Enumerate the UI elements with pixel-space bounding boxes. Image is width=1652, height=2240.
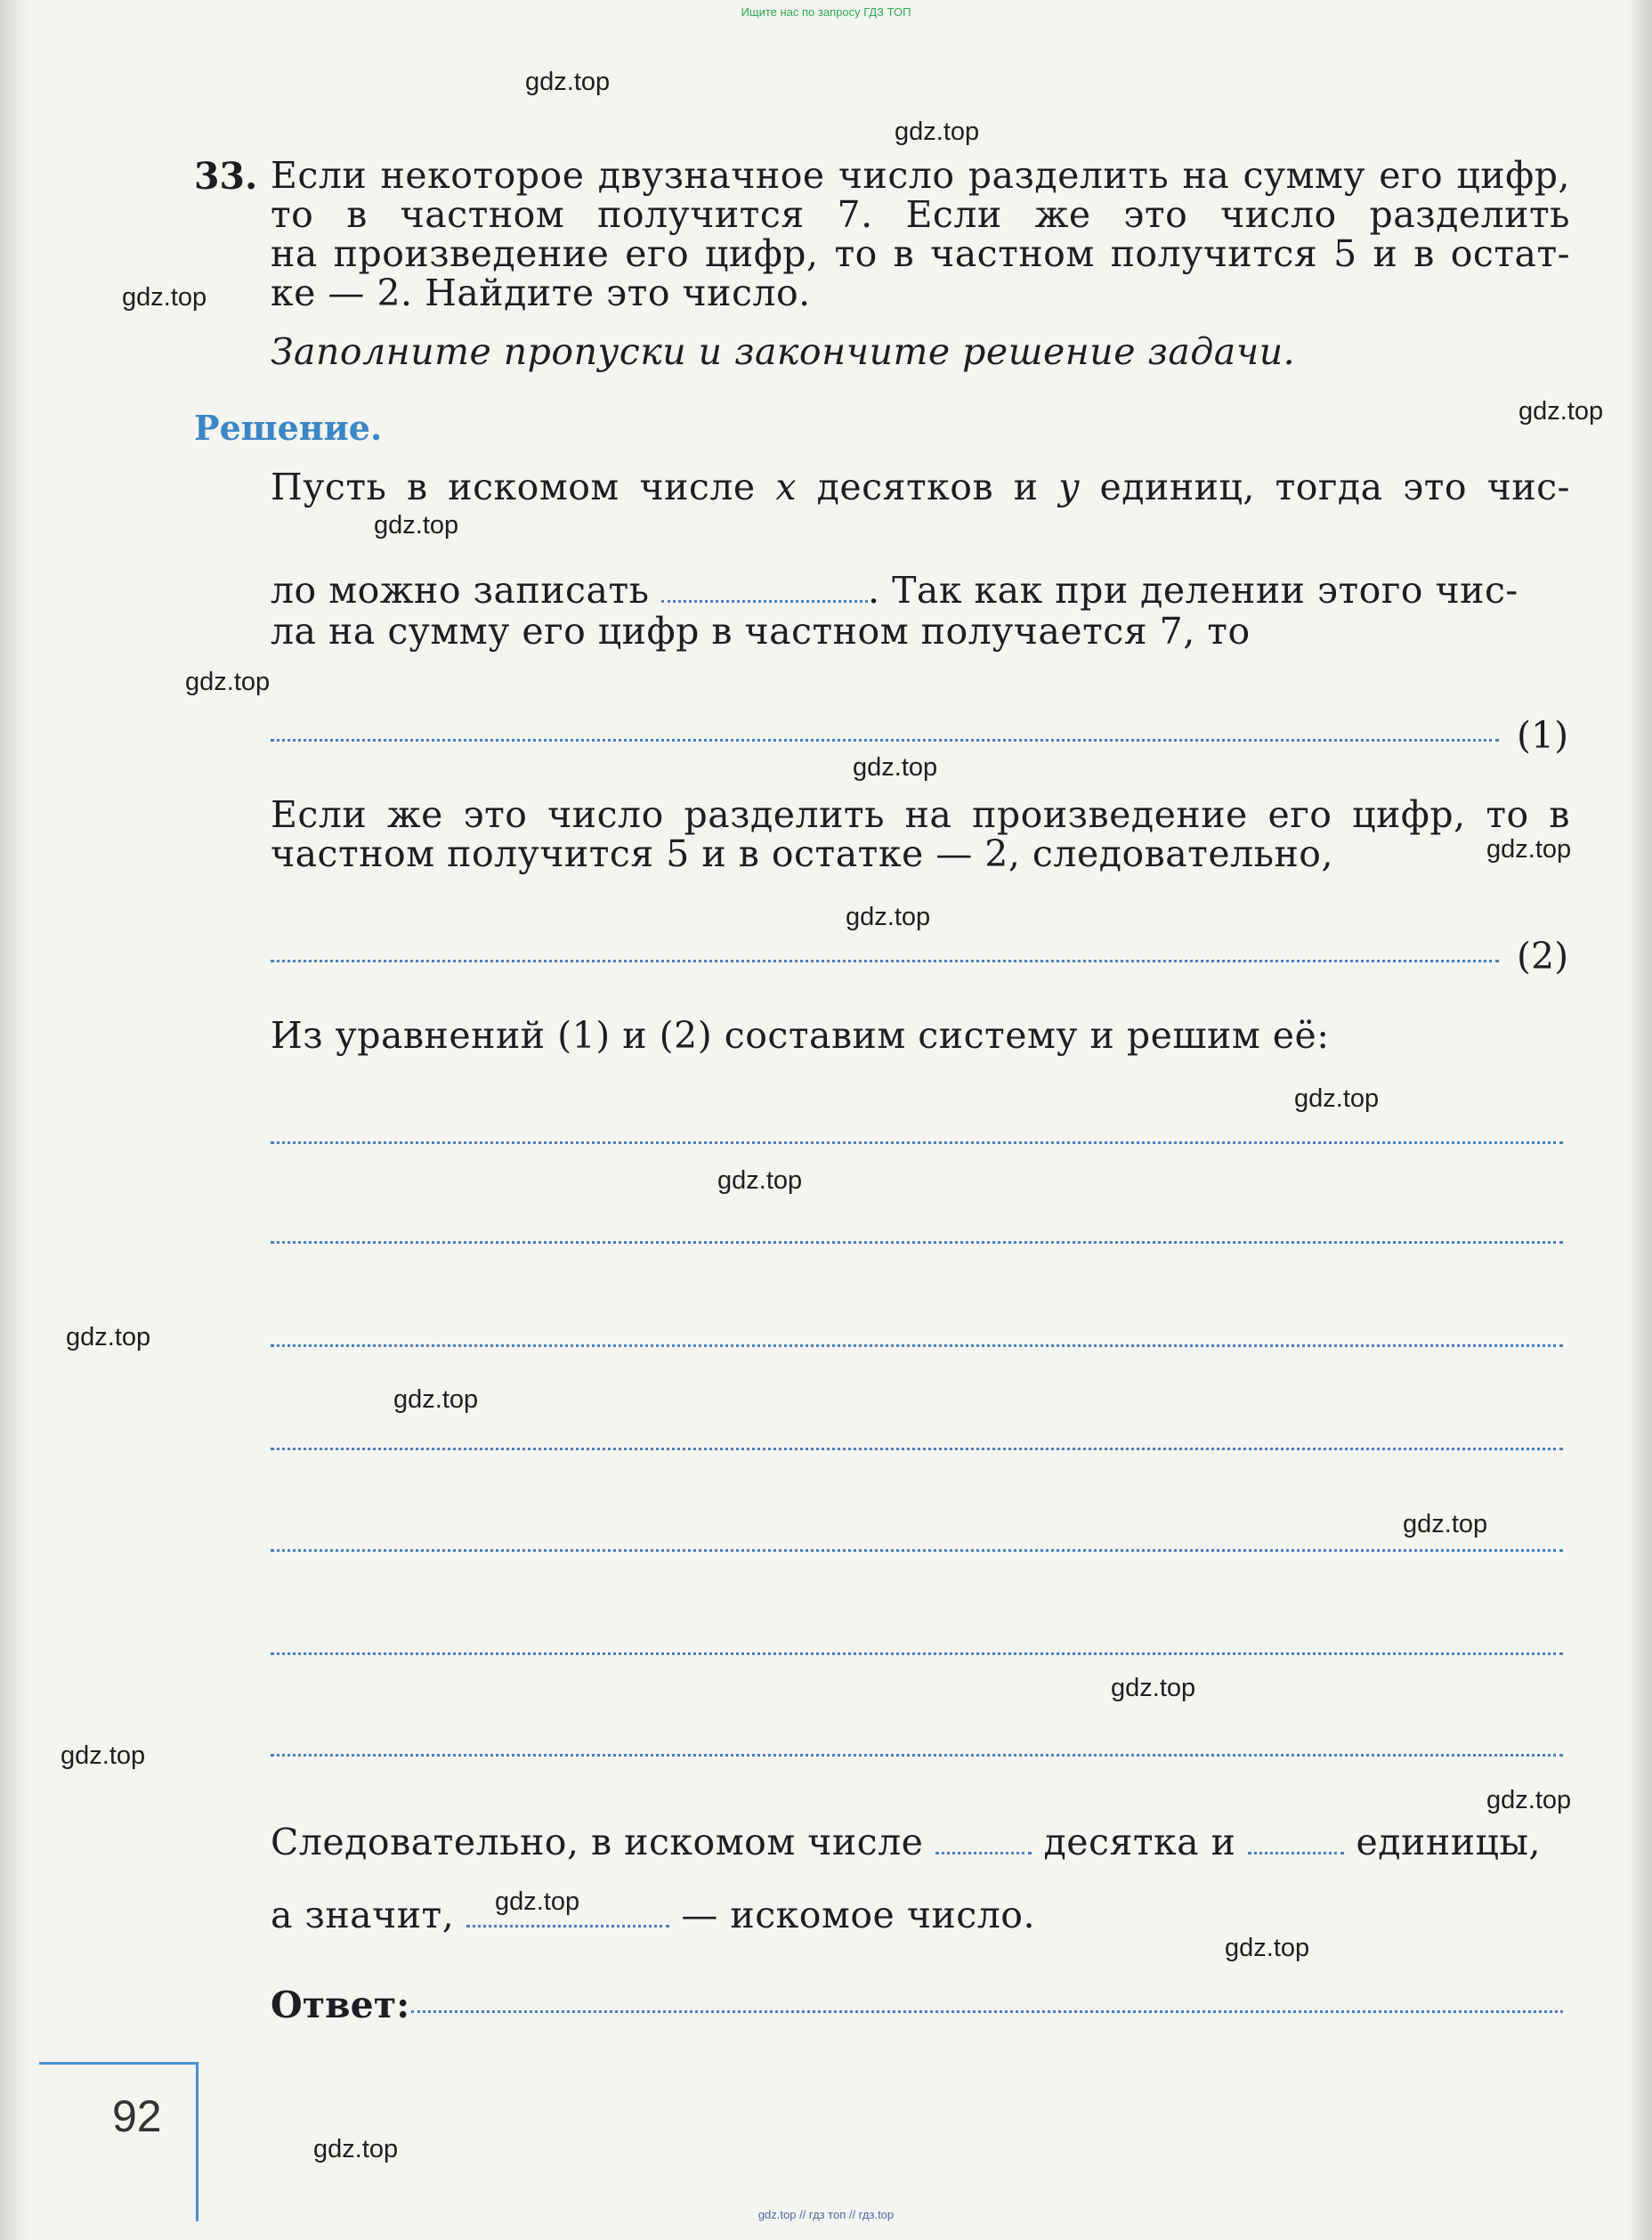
watermark: gdz.top: [1403, 1510, 1488, 1538]
problem-number: 33.: [194, 155, 258, 198]
solution-paragraph-4: Если же это число разделить на произведение его цифр, то в: [271, 793, 1570, 836]
answer-line[interactable]: [271, 1241, 1563, 1244]
equation-2-label: (2): [1517, 935, 1569, 978]
watermark: gdz.top: [1486, 835, 1572, 864]
solution-heading: Решение.: [194, 408, 383, 448]
variable-y: y: [1058, 466, 1080, 508]
problem-line: Если некоторое двузначное число разделить на сумму его цифр,: [271, 154, 1570, 197]
solution-paragraph-3: ла на сумму его цифр в частном получается 7, то: [271, 610, 1251, 653]
watermark: gdz.top: [374, 511, 459, 540]
watermark: gdz.top: [495, 1887, 580, 1916]
watermark: gdz.top: [313, 2135, 399, 2163]
variable-x: x: [775, 466, 797, 508]
problem-line: на произведение его цифр, то в частном получится 5 и в остат-: [271, 232, 1570, 275]
answer-line-equation-1[interactable]: [271, 739, 1499, 742]
answer-line-equation-2[interactable]: [271, 960, 1499, 962]
watermark: gdz.top: [853, 753, 938, 782]
watermark: gdz.top: [1294, 1084, 1380, 1113]
solution-paragraph-5: частном получится 5 и в остатке — 2, следовательно,: [271, 832, 1334, 875]
conclusion-line-2: а значит, — искомое число.: [271, 1894, 1035, 1936]
answer-input-line[interactable]: [411, 2010, 1563, 2013]
answer-line[interactable]: [271, 1344, 1563, 1347]
solution-paragraph-6: Из уравнений (1) и (2) составим систему и решим её:: [271, 1014, 1330, 1057]
answer-label: Ответ:: [271, 1984, 410, 2026]
answer-line[interactable]: [271, 1448, 1563, 1450]
equation-1-label: (1): [1517, 714, 1569, 757]
conclusion-line-1: Следовательно, в искомом числе десятка и единицы,: [271, 1821, 1542, 1863]
answer-line[interactable]: [271, 1652, 1563, 1655]
solution-paragraph-2: ло можно записать . Так как при делении этого чис-: [271, 569, 1518, 612]
watermark: gdz.top: [66, 1323, 151, 1351]
answer-line[interactable]: [271, 1141, 1563, 1144]
blank-tens[interactable]: [935, 1825, 1032, 1854]
bottom-banner[interactable]: gdz.top // гдз топ // гдз.top: [757, 2208, 895, 2221]
answer-line[interactable]: [271, 1754, 1563, 1757]
watermark: gdz.top: [61, 1741, 146, 1770]
watermark: gdz.top: [393, 1385, 479, 1414]
watermark: gdz.top: [895, 118, 980, 146]
watermark: gdz.top: [122, 283, 207, 312]
watermark: gdz.top: [525, 68, 611, 96]
watermark: gdz.top: [185, 668, 271, 696]
page-shadow-right: [1627, 0, 1652, 2240]
problem-line: то в частном получится 7. Если же это число разделить: [271, 193, 1570, 236]
watermark: gdz.top: [1111, 1674, 1196, 1702]
blank-number-expression[interactable]: [661, 573, 868, 603]
watermark: gdz.top: [717, 1166, 803, 1195]
watermark: gdz.top: [1518, 397, 1604, 426]
page-number: 92: [112, 2091, 162, 2141]
answer-line[interactable]: [271, 1549, 1563, 1552]
page-shadow-left: [0, 0, 30, 2240]
problem-instruction: Заполните пропуски и закончите решение задачи.: [271, 330, 1296, 373]
watermark: gdz.top: [1486, 1786, 1572, 1814]
solution-paragraph-1: Пусть в искомом числе x десятков и y единиц, тогда это чис-: [271, 466, 1570, 508]
blank-number[interactable]: [466, 1898, 669, 1928]
blank-units[interactable]: [1248, 1825, 1344, 1854]
problem-line: ке — 2. Найдите это число.: [271, 272, 811, 314]
watermark: gdz.top: [1225, 1934, 1310, 1962]
top-banner[interactable]: Ищите нас по запросу ГДЗ ТОП: [741, 5, 911, 19]
watermark: gdz.top: [846, 903, 931, 931]
